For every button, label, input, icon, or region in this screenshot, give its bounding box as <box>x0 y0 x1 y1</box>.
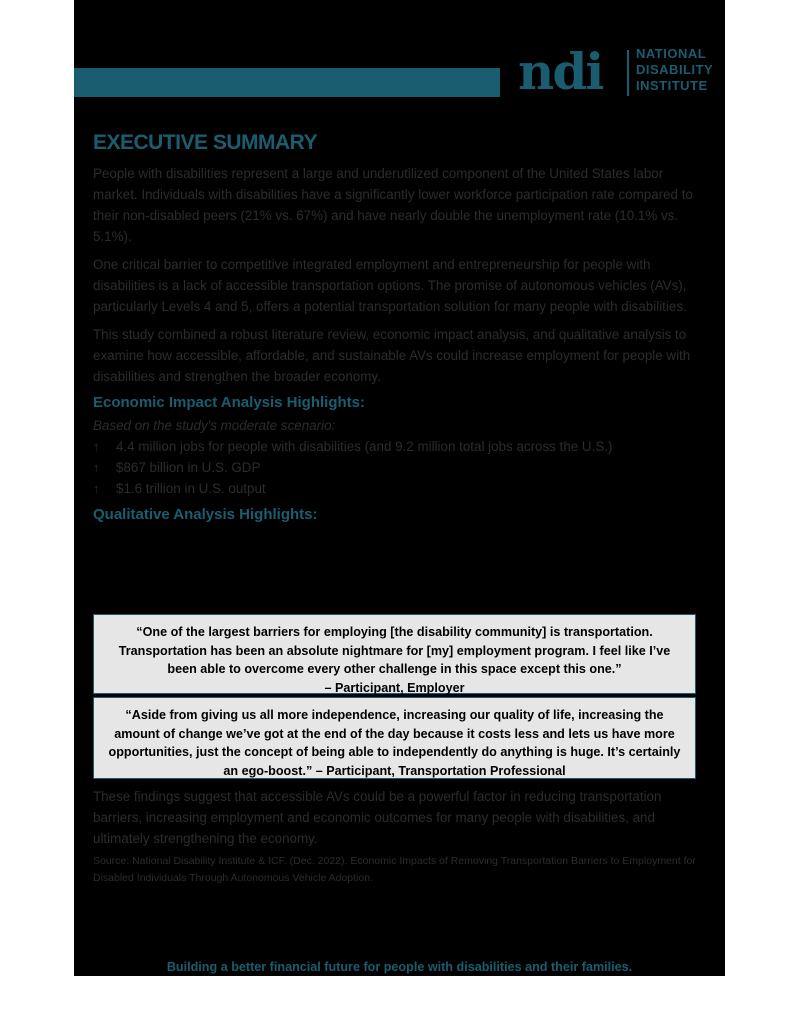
summary-content <box>93 128 703 526</box>
quote-attribution: – Participant, Transportation Professional <box>315 763 566 778</box>
list-item-text: $1.6 trillion in U.S. output <box>116 481 266 496</box>
logo-mark: ndi <box>518 42 603 101</box>
up-arrow-icon: ↑ <box>93 481 100 496</box>
logo-line-2: DISABILITY <box>636 62 714 77</box>
logo-line-3: INSTITUTE <box>636 78 708 93</box>
quote-text: “Aside from giving us all more independence, increasing our quality of life, increasing the amount of change we’ve got at the end of the day because it costs less and lets us have more opportunities, just the concept of being able to independently do anything is huge. It’s certainly an ego-boost.” <box>108 708 681 778</box>
logo-wordmark <box>636 46 713 94</box>
up-arrow-icon: ↑ <box>93 460 100 475</box>
page-title: EXECUTIVE SUMMARY <box>93 131 318 154</box>
quote-box-transportation <box>93 697 696 779</box>
document-page <box>74 0 725 976</box>
logo-line-1: NATIONAL <box>636 46 707 61</box>
economic-highlights-list <box>93 436 703 499</box>
qualitative-highlights-title: Qualitative Analysis Highlights: <box>93 506 318 523</box>
paragraph-2: One critical barrier to competitive integrated employment and entrepreneurship for people with disabilities is a lack of accessible transportation options. The promise of autonomous vehicles (AVs), particularly Levels 4 and 5, offers a potential transportation solution for many people with disabilities. <box>93 257 687 314</box>
up-arrow-icon: ↑ <box>93 439 100 454</box>
quote-attribution: – Participant, Employer <box>324 680 465 695</box>
paragraph-3: This study combined a robust literature review, economic impact analysis, and qualitative analysis to examine how accessible, affordable, and sustainable AVs could increase employment for people with disabilities and strengthen the broader economy. <box>93 327 691 384</box>
source-citation: Source: National Disability Institute & ICF. (Dec. 2022). Economic Impacts of Removing Transportation Barriers to Employment for Disabled Individuals Through Autonomous Vehicle Adoption. <box>93 855 696 884</box>
list-item <box>93 457 703 478</box>
quote-box-employer <box>93 614 696 694</box>
list-item <box>93 478 703 499</box>
paragraph-1: People with disabilities represent a large and underutilized component of the United States labor market. Individuals with disabilities have a significantly lower workforce participation rate compared to their non-disabled peers (21% vs. 67%) and have nearly double the unemployment rate (10.1% vs. 5.1%). <box>93 166 693 244</box>
logo-divider <box>627 50 629 96</box>
header-accent-bar <box>74 68 500 97</box>
economic-highlights-intro: Based on the study's moderate scenario: <box>93 418 336 433</box>
findings-paragraph: These findings suggest that accessible AVs could be a powerful factor in reducing transportation barriers, increasing employment and economic outcomes for many people with disabilities, and ultimately strengthening the economy. <box>93 789 662 846</box>
ndi-logo <box>518 44 725 100</box>
list-item-text: 4.4 million jobs for people with disabilities (and 9.2 million total jobs across the U.S.) <box>116 439 613 454</box>
list-item <box>93 436 703 457</box>
footer-tagline: Building a better financial future for people with disabilities and their families. <box>166 960 633 974</box>
list-item-text: $867 billion in U.S. GDP <box>116 460 261 475</box>
economic-highlights-title: Economic Impact Analysis Highlights: <box>93 394 365 411</box>
quote-text: “One of the largest barriers for employing [the disability community] is transportation. Transportation has been an absolute nightmare for [my] employment program. I feel like I’ve been able to overcome every other challenge in this space except this one.” <box>118 625 671 676</box>
